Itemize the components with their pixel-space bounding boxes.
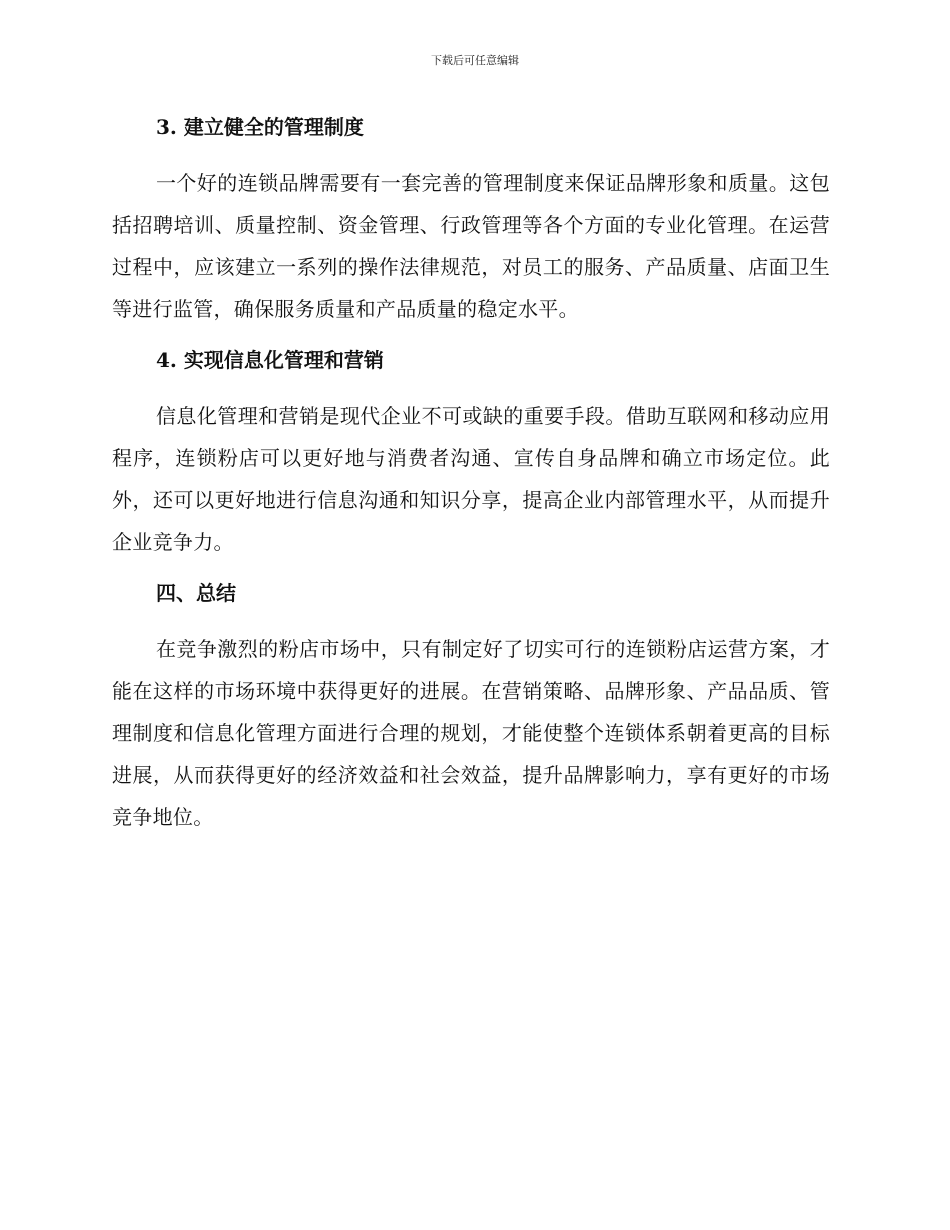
section-heading-summary: 四、总结 (156, 581, 236, 605)
section-paragraph-management-system: 一个好的连锁品牌需要有一套完善的管理制度来保证品牌形象和质量。这包括招聘培训、质量控制、资金管理、行政管理等各个方面的专业化管理。在运营过程中，应该建立一系列的操作法律规范，对员工的服务、产品质量、店面卫生等进行监管，确保服务质量和产品质量的稳定水平。 (112, 171, 830, 321)
section-heading-management-system: 3. 建立健全的管理制度 (156, 115, 364, 139)
document-body (112, 110, 830, 838)
section-paragraph-summary: 在竞争激烈的粉店市场中，只有制定好了切实可行的连锁粉店运营方案，才能在这样的市场环境中获得更好的进展。在营销策略、品牌形象、产品品质、管理制度和信息化管理方面进行合理的规划，才能使整个连锁体系朝着更高的目标进展，从而获得更好的经济效益和社会效益，提升品牌影响力，享有更好的市场竞争地位。 (112, 637, 830, 829)
section-heading-informatization: 4. 实现信息化管理和营销 (156, 348, 384, 372)
section-paragraph-informatization: 信息化管理和营销是现代企业不可或缺的重要手段。借助互联网和移动应用程序，连锁粉店可以更好地与消费者沟通、宣传自身品牌和确立市场定位。此外，还可以更好地进行信息沟通和知识分享，提高企业内部管理水平，从而提升企业竞争力。 (112, 404, 830, 554)
header-note: 下载后可任意编辑 (431, 54, 519, 67)
